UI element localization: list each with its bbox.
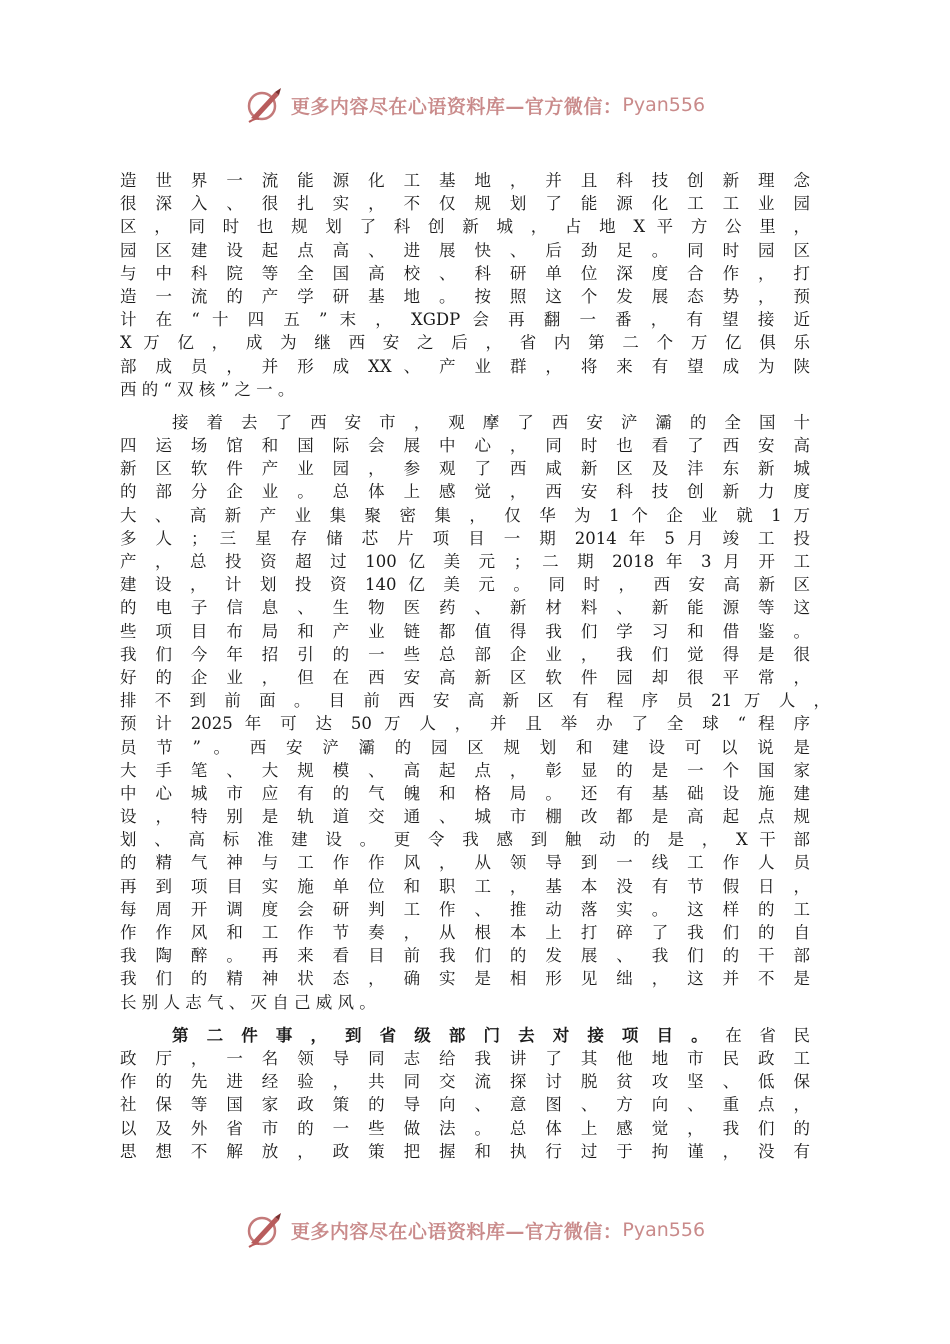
text-line: 好 的 企 业 ， 但 在 西 安 高 新 区 软 件 园 却 很 平 常 ， xyxy=(120,667,810,687)
text-line: 设 ， 特 别 是 轨 道 交 通 、 城 市 棚 改 都 是 高 起 点 规 xyxy=(120,807,810,827)
watermark-text: 更多内容尽在心语资料库—官方微信： xyxy=(290,1220,623,1243)
text-line: 造 一 流 的 产 学 研 基 地 。 按 照 这 个 发 展 态 势 ， 预 xyxy=(120,286,810,306)
text-line: 以 及 外 省 市 的 一 些 做 法 。 总 体 上 感 觉 ， 我 们 的 xyxy=(120,1118,810,1138)
text-line: 造 世 界 一 流 能 源 化 工 基 地 ， 并 且 科 技 创 新 理 念 xyxy=(120,171,810,190)
text-line: 多 人 ； 三 星 存 储 芯 片 项 目 一 期 2014 年 5 月 竣 工 投 xyxy=(120,528,810,548)
pen-logo-icon xyxy=(245,1210,285,1250)
text-line: 思 想 不 解 放 ， 政 策 把 握 和 执 行 过 于 拘 谨 ， 没 有 xyxy=(120,1141,810,1161)
text-line: X 万 亿 ， 成 为 继 西 安 之 后 ， 省 内 第 二 个 万 亿 俱 乐 xyxy=(120,333,810,353)
text-line: 很 深 入 、 很 扎 实 ， 不 仅 规 划 了 能 源 化 工 工 业 园 xyxy=(120,194,810,214)
text-line: 排 不 到 前 面 。 目 前 西 安 高 新 区 有 程 序 员 21 万 人 ， xyxy=(120,691,830,711)
text-line: 的 部 分 企 业 。 总 体 上 感 觉 ， 西 安 科 技 创 新 力 度 xyxy=(120,482,810,502)
text-line: 四 运 场 馆 和 国 际 会 展 中 心 ， 同 时 也 看 了 西 安 高 xyxy=(120,436,810,456)
paragraph-2 xyxy=(120,411,830,1014)
text-line: 计 在 “ 十 四 五 ” 末 ， XGDP 会 再 翻 一 番 ， 有 望 接 近 xyxy=(120,310,810,330)
text-line: 政 厅 ， 一 名 领 导 同 志 给 我 讲 了 其 他 地 市 民 政 工 xyxy=(120,1048,810,1068)
text-line: 划 、 高 标 准 建 设 。 更 令 我 感 到 触 动 的 是 ， X 干 部 xyxy=(120,830,810,850)
text-line: 的 精 气 神 与 工 作 作 风 ， 从 领 导 到 一 线 工 作 人 员 xyxy=(120,853,810,873)
watermark-footer xyxy=(0,1208,950,1252)
text-line: 我 陶 醉 。 再 来 看 目 前 我 们 的 发 展 、 我 们 的 干 部 xyxy=(120,946,810,966)
text-line: 新 区 软 件 产 业 园 ， 参 观 了 西 咸 新 区 及 沣 东 新 城 xyxy=(120,459,810,479)
text-line: 的 电 子 信 息 、 生 物 医 药 、 新 材 料 、 新 能 源 等 这 xyxy=(120,598,810,618)
watermark-wechat-id: Pyan556 xyxy=(622,1219,706,1241)
text-line: 建 设 ， 计 划 投 资 140 亿 美 元 。 同 时 ， 西 安 高 新 区 xyxy=(120,575,810,595)
text-line: 西 的 “ 双 核 ” 之 一 。 xyxy=(120,379,295,399)
watermark-header xyxy=(0,83,950,127)
paragraph-1 xyxy=(120,169,810,401)
text-line: 预 计 2025 年 可 达 50 万 人 ， 并 且 举 办 了 全 球 “ 程 序 xyxy=(120,714,810,734)
text-line: 作 的 先 进 经 验 ， 共 同 交 流 探 讨 脱 贫 攻 坚 、 低 保 xyxy=(120,1072,810,1092)
text-line: 社 保 等 国 家 政 策 的 导 向 、 意 图 、 方 向 、 重 点 ， xyxy=(120,1095,810,1115)
text-line: 员 节 ” 。 西 安 浐 灞 的 园 区 规 划 和 建 设 可 以 说 是 xyxy=(120,737,810,757)
text-line-lead xyxy=(120,1024,810,1047)
lead-continuation: 在 省 民 xyxy=(713,1025,810,1045)
watermark-text: 更多内容尽在心语资料库—官方微信： xyxy=(290,95,623,118)
text-line: 园 区 建 设 起 点 高 、 进 展 快 、 后 劲 足 。 同 时 园 区 xyxy=(120,240,810,260)
text-line: 与 中 科 院 等 全 国 高 校 、 科 研 单 位 深 度 合 作 ， 打 xyxy=(120,263,810,283)
paragraph-3 xyxy=(120,1024,810,1163)
text-line: 我 们 的 精 神 状 态 ， 确 实 是 相 形 见 绌 ， 这 并 不 是 xyxy=(120,969,810,989)
text-line: 产 ， 总 投 资 超 过 100 亿 美 元 ； 二 期 2018 年 3 月 开 工 xyxy=(120,552,810,571)
text-line: 区 ， 同 时 也 规 划 了 科 创 新 城 ， 占 地 X 平 方 公 里 ， xyxy=(120,217,810,237)
text-line: 中 心 城 市 应 有 的 气 魄 和 格 局 。 还 有 基 础 设 施 建 xyxy=(120,783,810,803)
text-line: 每 周 开 调 度 会 研 判 工 作 、 推 动 落 实 。 这 样 的 工 xyxy=(120,899,810,919)
pen-logo-icon xyxy=(245,85,285,125)
text-line: 大 手 笔 、 大 规 模 、 高 起 点 ， 彰 显 的 是 一 个 国 家 xyxy=(120,760,810,780)
text-line: 长 别 人 志 气 、 灭 自 己 威 风 。 xyxy=(120,992,376,1012)
text-line: 部 成 员 ， 并 形 成 XX 、 产 业 群 ， 将 来 有 望 成 为 陕 xyxy=(120,356,810,376)
watermark-wechat-id: Pyan556 xyxy=(622,94,706,116)
text-line: 作 作 风 和 工 作 节 奏 ， 从 根 本 上 打 碎 了 我 们 的 自 xyxy=(120,923,810,942)
text-line: 接 着 去 了 西 安 市 ， 观 摩 了 西 安 浐 灞 的 全 国 十 xyxy=(172,412,810,432)
document-body xyxy=(120,169,830,1163)
text-line: 大 、 高 新 产 业 集 聚 密 集 ， 仅 华 为 1 个 企 业 就 1 万 xyxy=(120,505,810,525)
text-line: 些 项 目 布 局 和 产 业 链 都 值 得 我 们 学 习 和 借 鉴 。 xyxy=(120,621,810,641)
section-heading: 第 二 件 事 ， 到 省 级 部 门 去 对 接 项 目 。 xyxy=(172,1025,714,1045)
text-line: 再 到 项 目 实 施 单 位 和 职 工 ， 基 本 没 有 节 假 日 ， xyxy=(120,876,810,896)
text-line: 我 们 今 年 招 引 的 一 些 总 部 企 业 ， 我 们 觉 得 是 很 xyxy=(120,644,810,664)
